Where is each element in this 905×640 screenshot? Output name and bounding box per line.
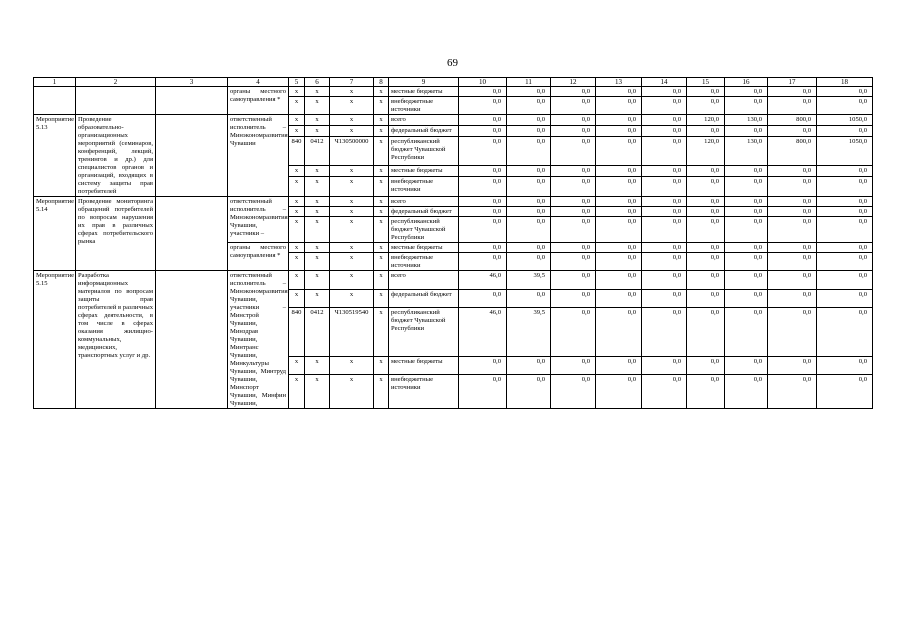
cell-value: 800,0 bbox=[768, 115, 817, 126]
cell-vr: x bbox=[374, 87, 389, 97]
cell-value: 0,0 bbox=[551, 375, 596, 409]
cell-value: 0,0 bbox=[507, 97, 551, 115]
page-number: 69 bbox=[447, 57, 458, 69]
cell-value: 0,0 bbox=[642, 308, 687, 356]
cell-csr: x bbox=[330, 289, 374, 308]
table-row bbox=[34, 197, 873, 207]
cell-source: внебюджетные источники bbox=[389, 253, 459, 271]
cell-value: 0,0 bbox=[817, 97, 873, 115]
cell-source: республиканский бюджет Чувашской Республики bbox=[389, 137, 459, 166]
cell-value: 0,0 bbox=[459, 177, 507, 197]
cell-value: 0,0 bbox=[687, 271, 725, 290]
cell-value: 0,0 bbox=[507, 197, 551, 207]
cell-name bbox=[76, 87, 156, 115]
cell-value: 0,0 bbox=[768, 375, 817, 409]
cell-goal bbox=[156, 271, 228, 409]
cell-measure: Мероприятие 5.14 bbox=[34, 197, 76, 271]
cell-value: 0,0 bbox=[596, 137, 642, 166]
cell-value: 0,0 bbox=[687, 197, 725, 207]
cell-value: 0,0 bbox=[551, 177, 596, 197]
col-header: 10 bbox=[459, 78, 507, 87]
cell-value: 0,0 bbox=[551, 97, 596, 115]
cell-value: 0,0 bbox=[725, 243, 768, 253]
cell-value: 0,0 bbox=[642, 137, 687, 166]
col-header: 13 bbox=[596, 78, 642, 87]
cell-value: 0,0 bbox=[817, 375, 873, 409]
cell-source: внебюджетные источники bbox=[389, 97, 459, 115]
cell-value: 0,0 bbox=[507, 165, 551, 176]
cell-csr: x bbox=[330, 197, 374, 207]
cell-source: федеральный бюджет bbox=[389, 126, 459, 137]
cell-vr: x bbox=[374, 115, 389, 126]
cell-value: 120,0 bbox=[687, 115, 725, 126]
cell-value: 0,0 bbox=[642, 197, 687, 207]
cell-grbs: x bbox=[289, 197, 305, 207]
table-row bbox=[34, 87, 873, 97]
cell-vr: x bbox=[374, 243, 389, 253]
cell-value: 0,0 bbox=[817, 197, 873, 207]
cell-value: 0,0 bbox=[596, 308, 642, 356]
cell-vr: x bbox=[374, 289, 389, 308]
cell-value: 0,0 bbox=[642, 217, 687, 243]
cell-value: 0,0 bbox=[596, 271, 642, 290]
cell-value: 0,0 bbox=[642, 207, 687, 217]
cell-value: 0,0 bbox=[817, 87, 873, 97]
cell-value: 0,0 bbox=[642, 243, 687, 253]
cell-value: 0,0 bbox=[768, 356, 817, 375]
cell-grbs: x bbox=[289, 375, 305, 409]
cell-rzpr: x bbox=[305, 177, 330, 197]
cell-value: 0,0 bbox=[596, 87, 642, 97]
cell-value: 0,0 bbox=[596, 165, 642, 176]
cell-grbs: 840 bbox=[289, 308, 305, 356]
cell-value: 0,0 bbox=[768, 87, 817, 97]
cell-value: 0,0 bbox=[551, 253, 596, 271]
cell-grbs: x bbox=[289, 87, 305, 97]
cell-vr: x bbox=[374, 375, 389, 409]
cell-value: 0,0 bbox=[551, 271, 596, 290]
cell-value: 0,0 bbox=[459, 126, 507, 137]
cell-value: 0,0 bbox=[459, 197, 507, 207]
cell-value: 0,0 bbox=[725, 253, 768, 271]
cell-value: 0,0 bbox=[725, 375, 768, 409]
cell-value: 0,0 bbox=[687, 289, 725, 308]
cell-value: 0,0 bbox=[687, 356, 725, 375]
cell-rzpr: x bbox=[305, 375, 330, 409]
cell-measure: Мероприятие 5.13 bbox=[34, 115, 76, 197]
cell-value: 0,0 bbox=[551, 207, 596, 217]
cell-value: 0,0 bbox=[768, 308, 817, 356]
cell-value: 0,0 bbox=[596, 97, 642, 115]
cell-source: всего bbox=[389, 271, 459, 290]
cell-value: 0,0 bbox=[768, 217, 817, 243]
cell-value: 0,0 bbox=[551, 217, 596, 243]
cell-value: 0,0 bbox=[507, 207, 551, 217]
cell-csr: x bbox=[330, 87, 374, 97]
cell-csr: x bbox=[330, 356, 374, 375]
cell-value: 0,0 bbox=[642, 165, 687, 176]
cell-value: 0,0 bbox=[687, 207, 725, 217]
cell-csr: x bbox=[330, 271, 374, 290]
cell-grbs: x bbox=[289, 115, 305, 126]
cell-value: 1050,0 bbox=[817, 115, 873, 126]
cell-csr: Ч130519540 bbox=[330, 308, 374, 356]
cell-csr: x bbox=[330, 217, 374, 243]
cell-goal bbox=[156, 115, 228, 197]
cell-grbs: x bbox=[289, 165, 305, 176]
cell-rzpr: x bbox=[305, 356, 330, 375]
col-header: 15 bbox=[687, 78, 725, 87]
cell-value: 0,0 bbox=[768, 207, 817, 217]
col-header: 8 bbox=[374, 78, 389, 87]
cell-value: 46,0 bbox=[459, 308, 507, 356]
cell-executor: ответственный исполнитель – Минэкономразвития Чувашии, участники – Минстрой Чувашии, Минздрав Чувашии, Минтранс Чувашии, Минкультуры Чувашии, Минтруд Чувашии, Минспорт Чувашии, Минфин Чувашии, bbox=[228, 271, 289, 409]
cell-value: 0,0 bbox=[507, 289, 551, 308]
cell-value: 0,0 bbox=[768, 271, 817, 290]
cell-value: 0,0 bbox=[687, 308, 725, 356]
cell-csr: x bbox=[330, 115, 374, 126]
cell-value: 0,0 bbox=[768, 289, 817, 308]
col-header: 14 bbox=[642, 78, 687, 87]
cell-name: Проведение образовательно-организационных мероприятий (семинаров, конференций, лекций, тренингов и др.) для специалистов органов и организаций, входящих в систему защиты прав потребителей bbox=[76, 115, 156, 197]
cell-rzpr: x bbox=[305, 87, 330, 97]
cell-value: 0,0 bbox=[725, 87, 768, 97]
cell-vr: x bbox=[374, 308, 389, 356]
cell-name: Разработка информационных материалов по вопросам защиты прав потребителей в различных сферах деятельности, в том числе в сферах оказания жилищно-коммунальных, медицинских, транспортных услуг и др. bbox=[76, 271, 156, 409]
cell-value: 0,0 bbox=[551, 243, 596, 253]
cell-value: 0,0 bbox=[507, 253, 551, 271]
cell-vr: x bbox=[374, 97, 389, 115]
cell-value: 0,0 bbox=[459, 97, 507, 115]
cell-vr: x bbox=[374, 137, 389, 166]
cell-value: 0,0 bbox=[596, 207, 642, 217]
cell-value: 0,0 bbox=[459, 115, 507, 126]
cell-value: 0,0 bbox=[507, 115, 551, 126]
col-header: 3 bbox=[156, 78, 228, 87]
cell-grbs: x bbox=[289, 253, 305, 271]
col-header: 16 bbox=[725, 78, 768, 87]
cell-source: местные бюджеты bbox=[389, 87, 459, 97]
cell-value: 0,0 bbox=[596, 253, 642, 271]
cell-value: 0,0 bbox=[642, 97, 687, 115]
cell-value: 0,0 bbox=[725, 197, 768, 207]
cell-value: 0,0 bbox=[507, 375, 551, 409]
cell-csr: x bbox=[330, 375, 374, 409]
cell-value: 0,0 bbox=[768, 177, 817, 197]
cell-rzpr: 0412 bbox=[305, 308, 330, 356]
cell-value: 800,0 bbox=[768, 137, 817, 166]
cell-executor: органы местного самоуправления * bbox=[228, 87, 289, 115]
cell-value: 0,0 bbox=[817, 217, 873, 243]
cell-value: 0,0 bbox=[768, 97, 817, 115]
cell-value: 0,0 bbox=[459, 253, 507, 271]
cell-vr: x bbox=[374, 271, 389, 290]
cell-value: 130,0 bbox=[725, 137, 768, 166]
cell-value: 0,0 bbox=[459, 375, 507, 409]
cell-rzpr: x bbox=[305, 271, 330, 290]
cell-value: 0,0 bbox=[642, 271, 687, 290]
cell-value: 0,0 bbox=[459, 165, 507, 176]
cell-value: 0,0 bbox=[687, 87, 725, 97]
cell-vr: x bbox=[374, 126, 389, 137]
cell-value: 0,0 bbox=[507, 217, 551, 243]
cell-value: 0,0 bbox=[687, 126, 725, 137]
cell-value: 0,0 bbox=[687, 177, 725, 197]
cell-value: 0,0 bbox=[551, 115, 596, 126]
cell-rzpr: x bbox=[305, 217, 330, 243]
cell-source: всего bbox=[389, 197, 459, 207]
col-header: 17 bbox=[768, 78, 817, 87]
cell-source: местные бюджеты bbox=[389, 356, 459, 375]
cell-value: 0,0 bbox=[459, 207, 507, 217]
cell-value: 0,0 bbox=[459, 289, 507, 308]
cell-value: 0,0 bbox=[687, 243, 725, 253]
cell-value: 0,0 bbox=[596, 243, 642, 253]
cell-rzpr: x bbox=[305, 253, 330, 271]
cell-value: 0,0 bbox=[725, 165, 768, 176]
cell-rzpr: x bbox=[305, 289, 330, 308]
cell-value: 120,0 bbox=[687, 137, 725, 166]
cell-value: 0,0 bbox=[642, 177, 687, 197]
cell-value: 0,0 bbox=[596, 126, 642, 137]
cell-rzpr: x bbox=[305, 165, 330, 176]
cell-value: 0,0 bbox=[551, 356, 596, 375]
cell-value: 0,0 bbox=[551, 308, 596, 356]
cell-value: 0,0 bbox=[459, 243, 507, 253]
cell-executor: ответственный исполнитель – Минэкономразвития Чувашии bbox=[228, 115, 289, 197]
cell-csr: x bbox=[330, 97, 374, 115]
cell-value: 0,0 bbox=[725, 308, 768, 356]
cell-value: 0,0 bbox=[817, 207, 873, 217]
cell-csr: Ч130500000 bbox=[330, 137, 374, 166]
cell-value: 0,0 bbox=[459, 217, 507, 243]
cell-csr: x bbox=[330, 165, 374, 176]
cell-value: 0,0 bbox=[817, 308, 873, 356]
cell-value: 0,0 bbox=[642, 115, 687, 126]
cell-rzpr: x bbox=[305, 97, 330, 115]
cell-goal bbox=[156, 87, 228, 115]
cell-value: 0,0 bbox=[687, 217, 725, 243]
cell-source: внебюджетные источники bbox=[389, 177, 459, 197]
cell-grbs: x bbox=[289, 97, 305, 115]
cell-vr: x bbox=[374, 165, 389, 176]
cell-value: 0,0 bbox=[768, 243, 817, 253]
cell-goal bbox=[156, 197, 228, 271]
cell-rzpr: x bbox=[305, 207, 330, 217]
cell-value: 0,0 bbox=[687, 97, 725, 115]
cell-value: 0,0 bbox=[817, 289, 873, 308]
cell-value: 0,0 bbox=[817, 271, 873, 290]
table-row bbox=[34, 271, 873, 290]
cell-value: 39,5 bbox=[507, 308, 551, 356]
cell-value: 0,0 bbox=[642, 253, 687, 271]
cell-value: 0,0 bbox=[768, 165, 817, 176]
cell-value: 0,0 bbox=[596, 289, 642, 308]
cell-value: 46,0 bbox=[459, 271, 507, 290]
cell-value: 0,0 bbox=[507, 87, 551, 97]
cell-measure bbox=[34, 87, 76, 115]
cell-vr: x bbox=[374, 207, 389, 217]
cell-source: местные бюджеты bbox=[389, 165, 459, 176]
cell-grbs: x bbox=[289, 243, 305, 253]
cell-vr: x bbox=[374, 217, 389, 243]
cell-value: 0,0 bbox=[817, 356, 873, 375]
cell-value: 0,0 bbox=[642, 126, 687, 137]
col-header: 6 bbox=[305, 78, 330, 87]
cell-value: 0,0 bbox=[551, 126, 596, 137]
cell-value: 0,0 bbox=[551, 87, 596, 97]
cell-grbs: x bbox=[289, 289, 305, 308]
cell-value: 39,5 bbox=[507, 271, 551, 290]
cell-value: 0,0 bbox=[551, 197, 596, 207]
cell-grbs: x bbox=[289, 217, 305, 243]
cell-value: 0,0 bbox=[596, 115, 642, 126]
cell-grbs: x bbox=[289, 126, 305, 137]
cell-executor: органы местного самоуправления * bbox=[228, 243, 289, 271]
cell-source: местные бюджеты bbox=[389, 243, 459, 253]
cell-value: 0,0 bbox=[459, 137, 507, 166]
cell-value: 0,0 bbox=[507, 126, 551, 137]
cell-value: 0,0 bbox=[725, 217, 768, 243]
cell-value: 0,0 bbox=[817, 126, 873, 137]
cell-value: 0,0 bbox=[817, 165, 873, 176]
cell-value: 0,0 bbox=[642, 375, 687, 409]
cell-value: 0,0 bbox=[507, 356, 551, 375]
cell-rzpr: 0412 bbox=[305, 137, 330, 166]
cell-vr: x bbox=[374, 197, 389, 207]
cell-value: 0,0 bbox=[725, 356, 768, 375]
program-table bbox=[33, 77, 873, 409]
cell-grbs: x bbox=[289, 177, 305, 197]
cell-csr: x bbox=[330, 177, 374, 197]
cell-csr: x bbox=[330, 207, 374, 217]
cell-grbs: x bbox=[289, 356, 305, 375]
cell-value: 130,0 bbox=[725, 115, 768, 126]
col-header: 1 bbox=[34, 78, 76, 87]
cell-value: 0,0 bbox=[642, 356, 687, 375]
cell-value: 0,0 bbox=[551, 137, 596, 166]
cell-value: 0,0 bbox=[687, 375, 725, 409]
cell-value: 0,0 bbox=[507, 243, 551, 253]
cell-csr: x bbox=[330, 126, 374, 137]
cell-value: 0,0 bbox=[817, 243, 873, 253]
cell-value: 0,0 bbox=[551, 165, 596, 176]
cell-value: 0,0 bbox=[725, 289, 768, 308]
cell-value: 0,0 bbox=[459, 356, 507, 375]
cell-source: внебюджетные источники bbox=[389, 375, 459, 409]
table-row bbox=[34, 115, 873, 126]
cell-value: 0,0 bbox=[725, 207, 768, 217]
cell-measure: Мероприятие 5.15 bbox=[34, 271, 76, 409]
cell-csr: x bbox=[330, 253, 374, 271]
cell-rzpr: x bbox=[305, 197, 330, 207]
cell-value: 0,0 bbox=[725, 126, 768, 137]
cell-grbs: x bbox=[289, 271, 305, 290]
cell-value: 0,0 bbox=[817, 253, 873, 271]
col-header: 4 bbox=[228, 78, 289, 87]
cell-rzpr: x bbox=[305, 115, 330, 126]
cell-value: 0,0 bbox=[768, 253, 817, 271]
cell-value: 0,0 bbox=[725, 271, 768, 290]
column-number-row bbox=[34, 78, 873, 87]
col-header: 5 bbox=[289, 78, 305, 87]
cell-rzpr: x bbox=[305, 126, 330, 137]
col-header: 11 bbox=[507, 78, 551, 87]
cell-vr: x bbox=[374, 177, 389, 197]
cell-value: 0,0 bbox=[596, 197, 642, 207]
cell-source: республиканский бюджет Чувашской Республики bbox=[389, 308, 459, 356]
cell-executor: ответственный исполнитель – Минэкономразвития Чувашии, участники – bbox=[228, 197, 289, 243]
cell-grbs: x bbox=[289, 207, 305, 217]
cell-value: 0,0 bbox=[768, 197, 817, 207]
cell-grbs: 840 bbox=[289, 137, 305, 166]
cell-value: 0,0 bbox=[642, 289, 687, 308]
cell-value: 0,0 bbox=[459, 87, 507, 97]
cell-csr: x bbox=[330, 243, 374, 253]
cell-value: 0,0 bbox=[687, 253, 725, 271]
cell-value: 0,0 bbox=[725, 97, 768, 115]
cell-source: федеральный бюджет bbox=[389, 207, 459, 217]
cell-vr: x bbox=[374, 253, 389, 271]
col-header: 7 bbox=[330, 78, 374, 87]
cell-value: 0,0 bbox=[596, 177, 642, 197]
col-header: 2 bbox=[76, 78, 156, 87]
cell-value: 0,0 bbox=[687, 165, 725, 176]
cell-rzpr: x bbox=[305, 243, 330, 253]
cell-source: федеральный бюджет bbox=[389, 289, 459, 308]
cell-value: 0,0 bbox=[817, 177, 873, 197]
cell-value: 1050,0 bbox=[817, 137, 873, 166]
cell-vr: x bbox=[374, 356, 389, 375]
cell-name: Проведение мониторинга обращений потребителей по вопросам нарушения их прав в различных сферах потребительского рынка bbox=[76, 197, 156, 271]
col-header: 12 bbox=[551, 78, 596, 87]
cell-value: 0,0 bbox=[768, 126, 817, 137]
cell-value: 0,0 bbox=[507, 177, 551, 197]
cell-source: республиканский бюджет Чувашской Республики bbox=[389, 217, 459, 243]
cell-value: 0,0 bbox=[642, 87, 687, 97]
col-header: 18 bbox=[817, 78, 873, 87]
cell-source: всего bbox=[389, 115, 459, 126]
col-header: 9 bbox=[389, 78, 459, 87]
cell-value: 0,0 bbox=[596, 217, 642, 243]
cell-value: 0,0 bbox=[725, 177, 768, 197]
cell-value: 0,0 bbox=[596, 375, 642, 409]
cell-value: 0,0 bbox=[551, 289, 596, 308]
cell-value: 0,0 bbox=[596, 356, 642, 375]
cell-value: 0,0 bbox=[507, 137, 551, 166]
